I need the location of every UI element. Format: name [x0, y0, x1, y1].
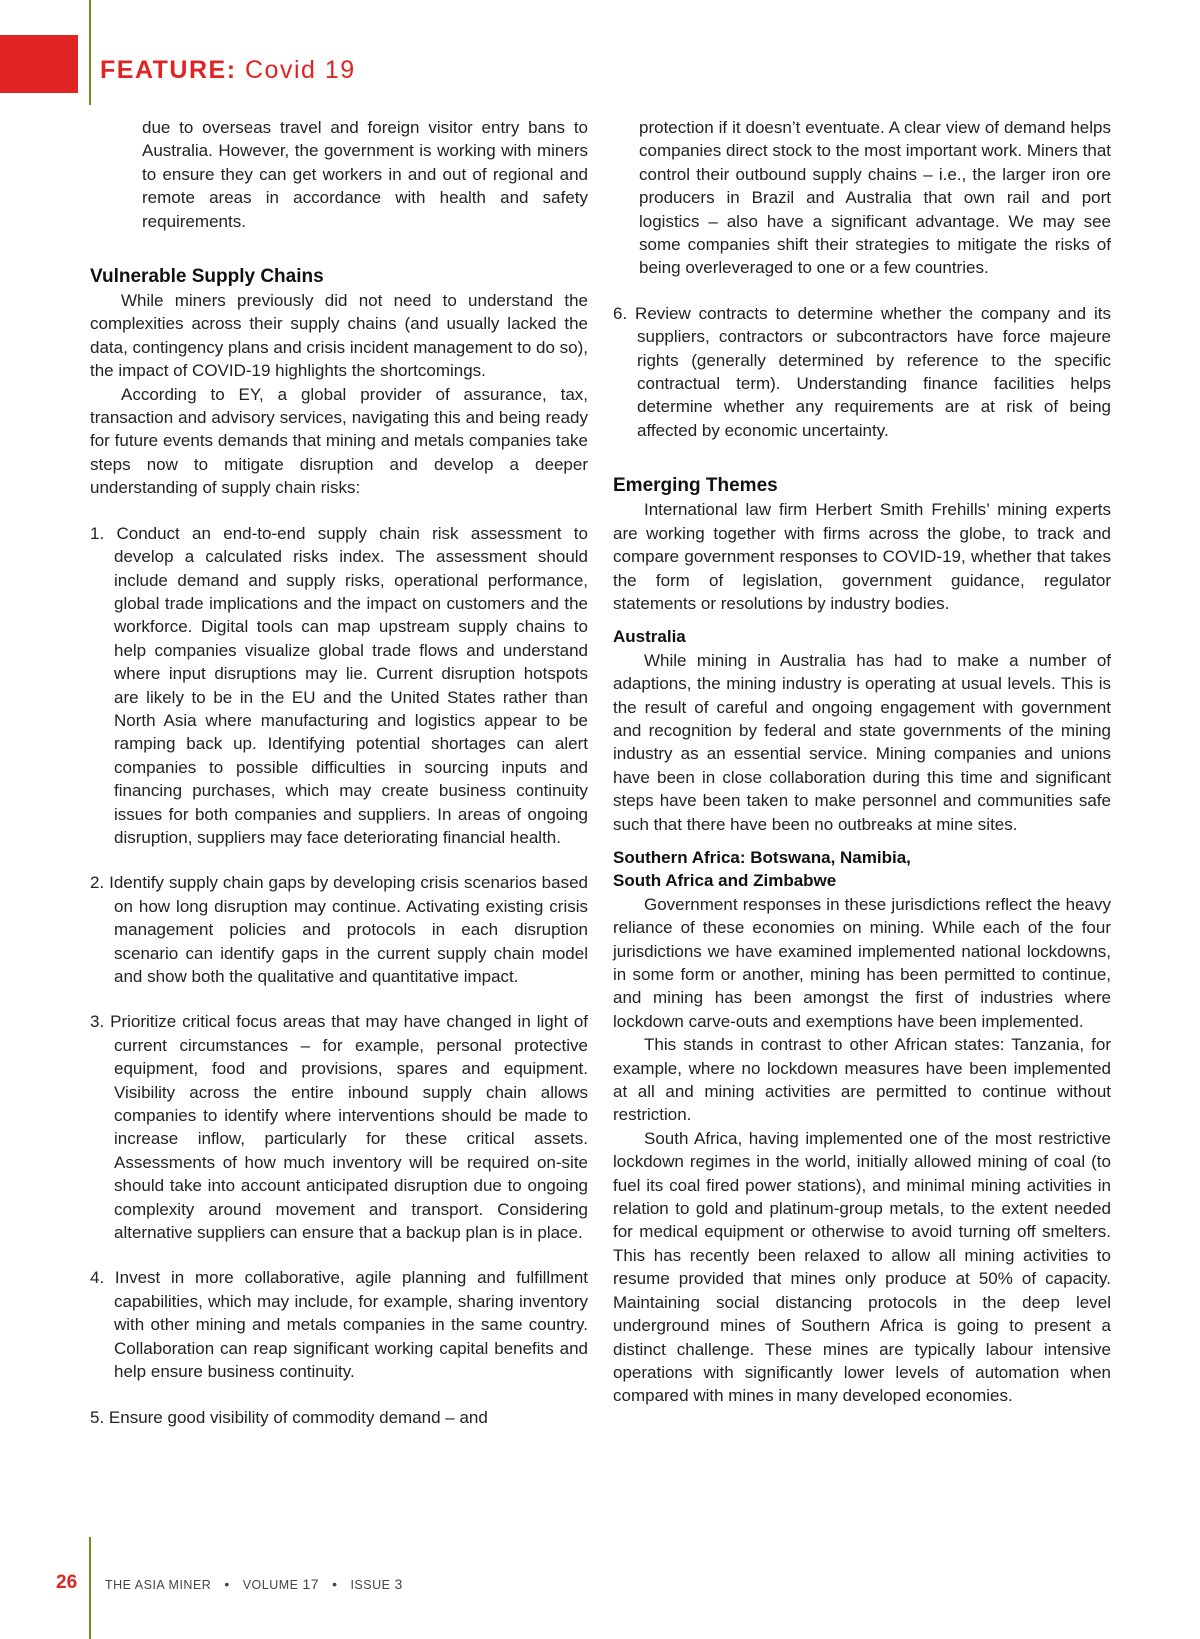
paragraph: Government responses in these jurisdictions reflect the heavy reliance of these economies on mining. While each of the four jurisdictions we have examined implemented national lockdowns, in some form or another, mining has been permitted to continue, and mining has been amongst the first of industries where lockdown carve-outs and exemptions have been implemented.: [613, 894, 1111, 1031]
issue-label: ISSUE: [350, 1578, 391, 1592]
separator-dot: •: [332, 1576, 338, 1592]
subheading-line-2: South Africa and Zimbabwe: [613, 871, 837, 891]
section-header: [100, 56, 356, 85]
paragraph: While miners previously did not need to understand the complexities across their supply chains (and usually lacked the data, contingency plans and crisis incident management to do so), the impact of COVID-19 highlights the shortcomings.: [90, 291, 589, 381]
page-footer: [0, 1572, 1200, 1598]
right-column: [613, 116, 1111, 1408]
volume-label: VOLUME: [242, 1578, 299, 1592]
volume-number: 17: [302, 1576, 320, 1592]
heading-vulnerable-supply-chains: Vulnerable Supply Chains: [90, 266, 324, 288]
subheading-southern-africa: [613, 846, 1111, 893]
paragraph: While mining in Australia has had to make a number of adaptions, the mining industry is operating at usual levels. This is the result of careful and ongoing engagement with government and recognition by federal and state governments of the mining industry as an essential service. Mining companies and unions have been in close collaboration during this time and significant steps have been taken to make personnel and communities safe such that there have been no outbreaks at mine sites.: [613, 650, 1111, 834]
paragraph: According to EY, a global provider of assurance, tax, transaction and advisory services, navigating this and being ready for future events demands that mining and metals companies take steps now to mitigate disruption and develop a deeper understanding of supply chain risks:: [90, 384, 588, 498]
top-vertical-rule: [89, 0, 91, 105]
separator-dot: •: [224, 1576, 230, 1592]
page-number: 26: [56, 1572, 78, 1593]
paragraph: This stands in contrast to other African states: Tanzania, for example, where no lockdown measures have been implemented at all and mining activities are permitted to continue without restriction.: [613, 1035, 1111, 1125]
list-item-3: 3. Prioritize critical focus areas that may have changed in light of current circumstances – for example, personal protective equipment, food and provisions, spares and equipment. Visibility across the entire inbound supply chain allows companies to identify where interventions should be made to increase inflow, particularly for these critical assets. Assessments of how much inventory will be required on-site should take into account anticipated disruption due to ongoing complexity around movement and transport. Considering alternative suppliers can ensure that a backup plan is in place.: [90, 1012, 588, 1243]
publication-info: [105, 1576, 403, 1592]
list-item-6: 6. Review contracts to determine whether the company and its suppliers, contractors or subcontractors have force majeure rights (generally determined by reference to the specific contractual term). Understanding finance facilities helps determine whether any requirements are at risk of being affected by economic uncertainty.: [613, 303, 1111, 440]
issue-number: 3: [394, 1576, 403, 1592]
intro-paragraph: due to overseas travel and foreign visitor entry bans to Australia. However, the government is working with miners to ensure they can get workers in and out of regional and remote areas in accordance with health and safety requirements.: [142, 118, 588, 231]
list-item-1: 1. Conduct an end-to-end supply chain risk assessment to develop a calculated risks index. The assessment should include demand and supply risks, operational performance, global trade implications and the impact on customers and the workforce. Digital tools can map upstream supply chains to help companies visualize global trade flows and understand where input disruptions may lie. Current disruption hotspots are likely to be in the EU and the United States rather than North Asia where manufacturing and logistics appear to be ramping back up. Identifying potential shortages can alert companies to possible difficulties in sourcing inputs and financing purchases, which may create business continuity issues for both companies and suppliers. In areas of ongoing disruption, suppliers may face deteriorating financial health.: [90, 523, 588, 847]
section-topic: Covid 19: [244, 56, 356, 84]
subheading-line-1: Southern Africa: Botswana, Namibia,: [613, 847, 911, 867]
publication-name: THE ASIA MINER: [105, 1578, 212, 1592]
section-label: FEATURE:: [100, 56, 237, 84]
subheading-australia: Australia: [613, 627, 686, 647]
header-red-block: [0, 35, 78, 93]
paragraph: South Africa, having implemented one of the most restrictive lockdown regimes in the world, initially allowed mining of coal (to fuel its coal fired power stations), and minimal mining activities in relation to gold and platinum-group metals, to the extent needed for medical equipment or otherwise to avoid turning off smelters. This has recently been relaxed to allow all mining activities to resume provided that mines only produce at 50% of capacity. Maintaining social distancing protocols in the deep level underground mines of Southern Africa is going to present a distinct challenge. These mines are typically labour intensive operations with significantly lower levels of automation when compared with mines in many developed economies.: [613, 1128, 1111, 1406]
continuation-paragraph: protection if it doesn’t eventuate. A clear view of demand helps companies direct stock to the most important work. Miners that control their outbound supply chains – i.e., the larger iron ore producers in Brazil and Australia that own rail and port logistics – also have a significant advantage. We may see some companies shift their strategies to mitigate the risks of being overleveraged to one or a few countries.: [639, 118, 1111, 278]
heading-emerging-themes: Emerging Themes: [613, 475, 778, 497]
list-item-2: 2. Identify supply chain gaps by developing crisis scenarios based on how long disruption may continue. Activating existing crisis management policies and protocols in each disruption scenario can identify gaps in the current supply chain model and show both the qualitative and quantitative impact.: [90, 873, 588, 986]
paragraph: International law firm Herbert Smith Frehills’ mining experts are working together with firms across the globe, to track and compare government responses to COVID-19, whether that takes the form of legislation, government guidance, regulator statements or resolutions by industry bodies.: [613, 500, 1111, 613]
list-item-4: 4. Invest in more collaborative, agile planning and fulfillment capabilities, which may include, for example, sharing inventory with other mining and metals companies in the same country. Collaboration can reap significant working capital benefits and help ensure business continuity.: [90, 1268, 588, 1382]
list-item-5: 5. Ensure good visibility of commodity demand – and: [90, 1407, 488, 1427]
left-column: [90, 116, 588, 1429]
